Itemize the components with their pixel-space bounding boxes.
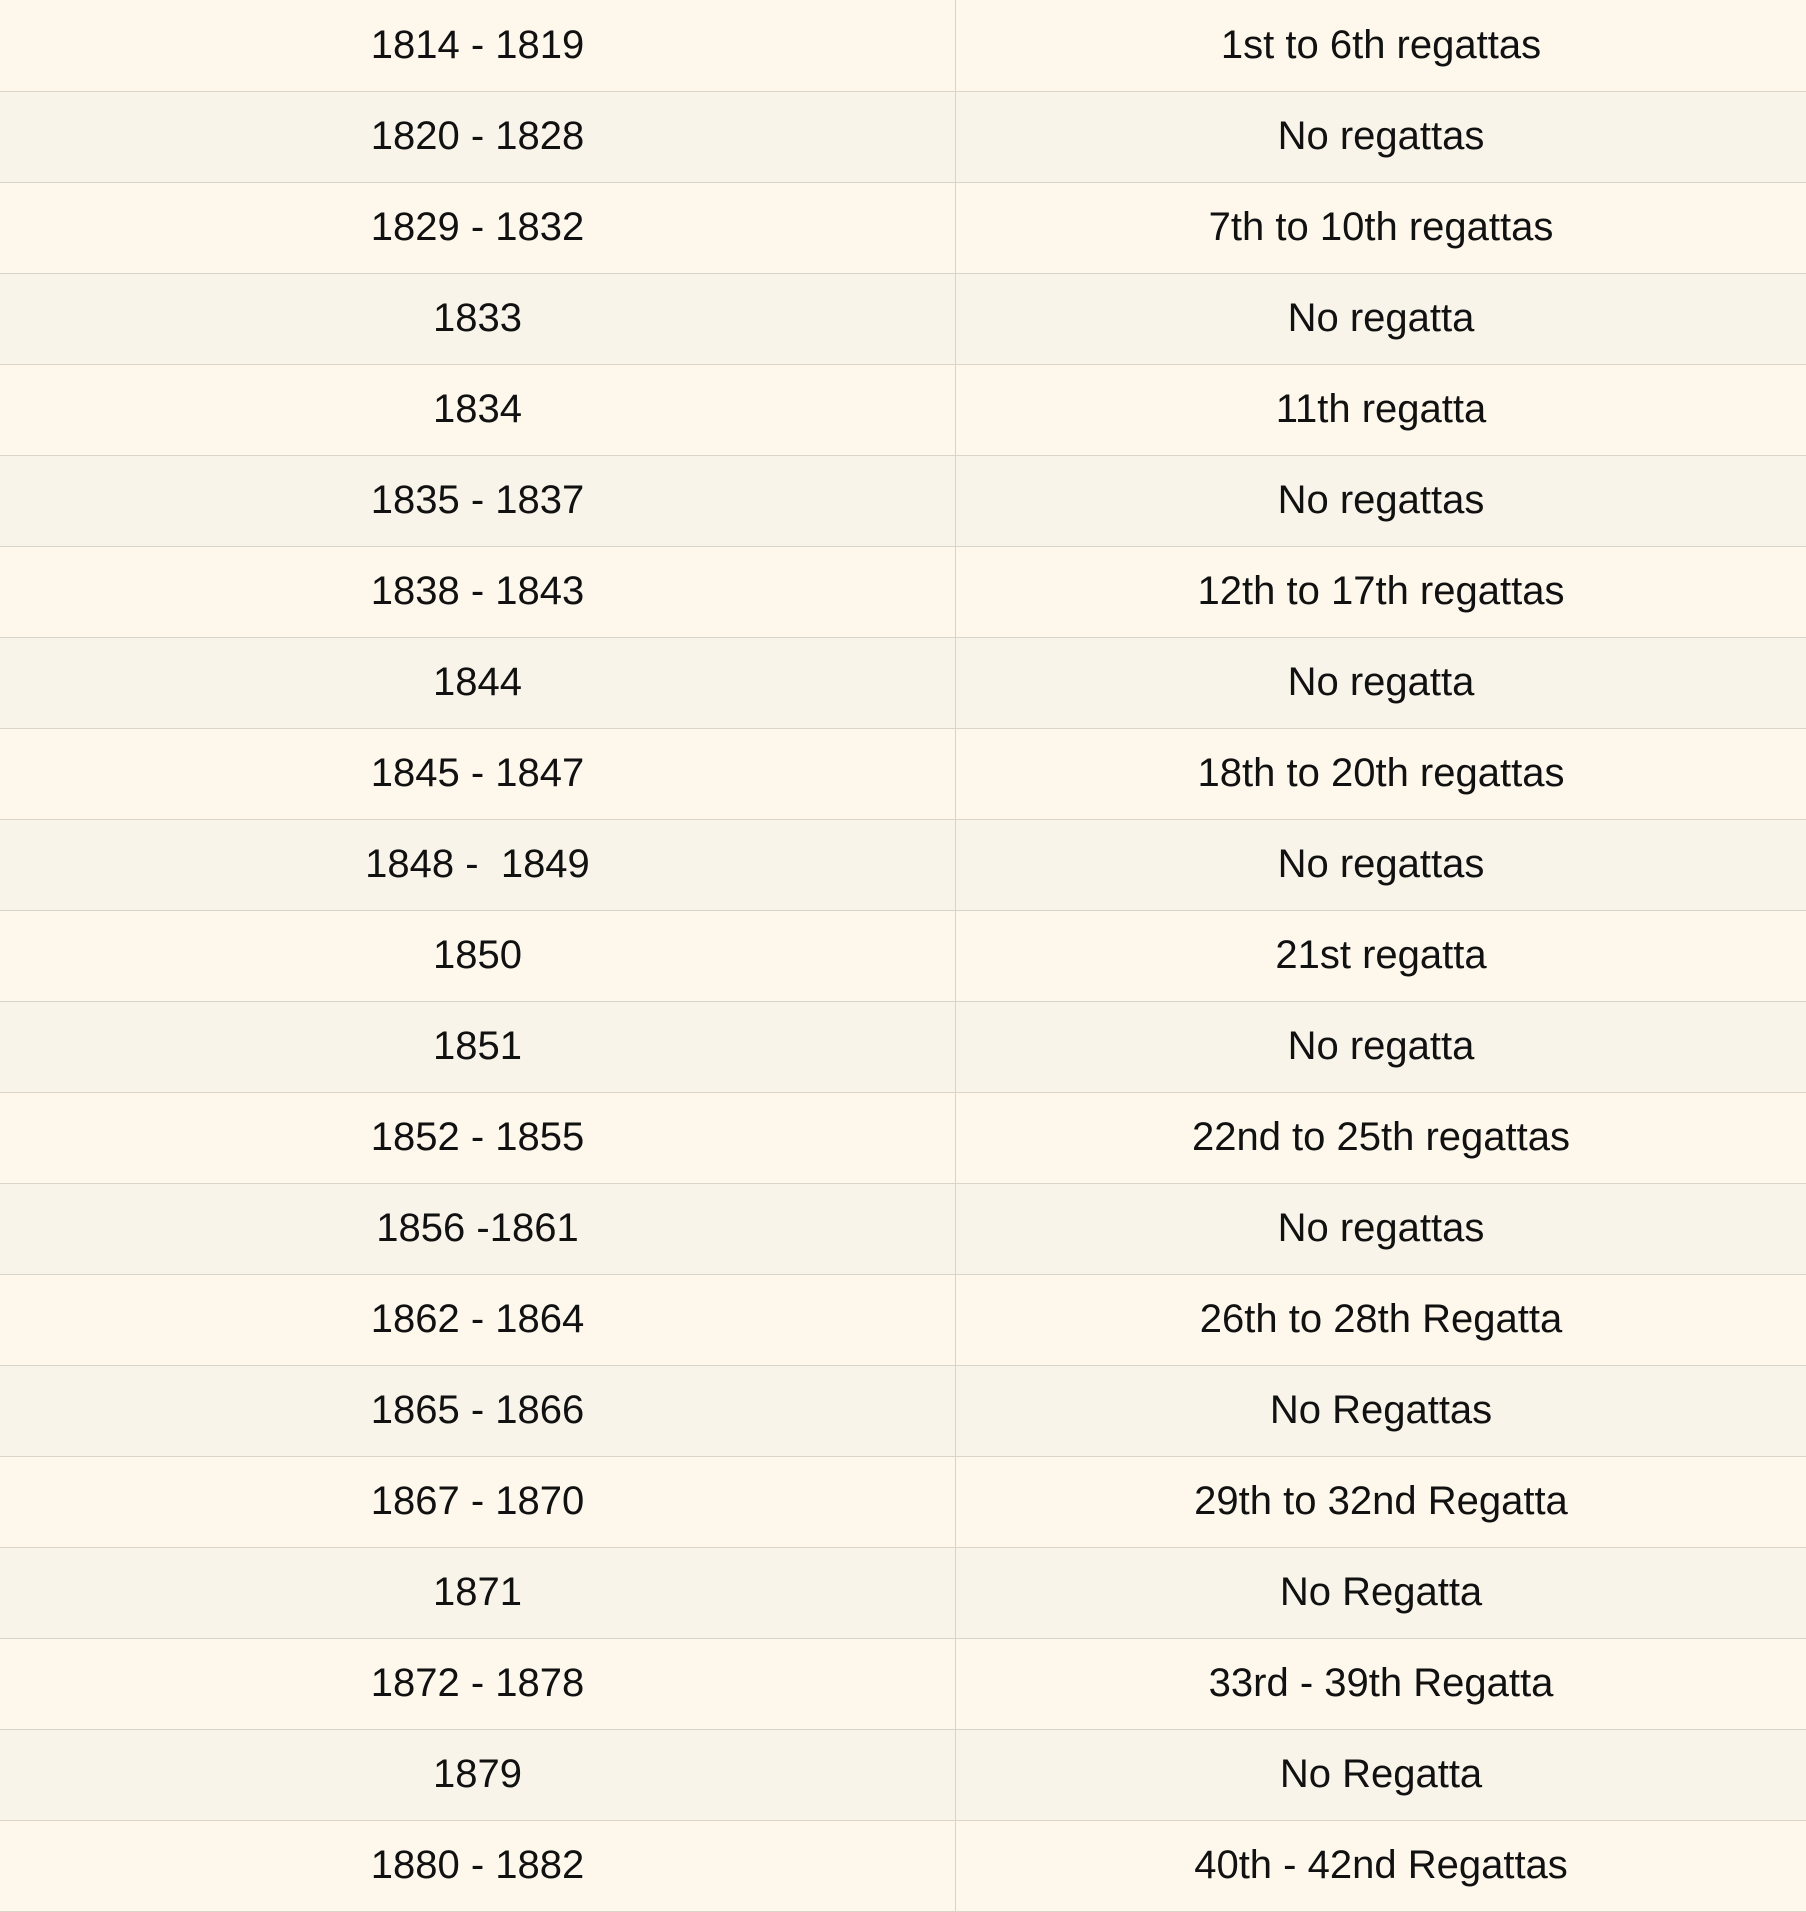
regatta-cell: 12th to 17th regattas (956, 546, 1806, 637)
years-cell: 1844 (0, 637, 956, 728)
years-cell: 1845 - 1847 (0, 728, 956, 819)
years-cell: 1880 - 1882 (0, 1820, 956, 1911)
regatta-cell: No regattas (956, 455, 1806, 546)
regatta-cell: No Regattas (956, 1365, 1806, 1456)
table-row (0, 1274, 1806, 1365)
table-row (0, 1729, 1806, 1820)
regatta-cell: 22nd to 25th regattas (956, 1092, 1806, 1183)
table-row (0, 1456, 1806, 1547)
years-cell: 1871 (0, 1547, 956, 1638)
table-row (0, 273, 1806, 364)
table-row (0, 1001, 1806, 1092)
regatta-cell: No regatta (956, 637, 1806, 728)
years-cell: 1835 - 1837 (0, 455, 956, 546)
years-cell: 1850 (0, 910, 956, 1001)
regatta-cell: 18th to 20th regattas (956, 728, 1806, 819)
regatta-cell: 26th to 28th Regatta (956, 1274, 1806, 1365)
years-cell: 1856 -1861 (0, 1183, 956, 1274)
regatta-cell: No Regatta (956, 1547, 1806, 1638)
table-row (0, 182, 1806, 273)
table-row (0, 637, 1806, 728)
table-row (0, 1365, 1806, 1456)
regatta-cell: 21st regatta (956, 910, 1806, 1001)
table-row (0, 819, 1806, 910)
years-cell: 1879 (0, 1729, 956, 1820)
years-cell: 1838 - 1843 (0, 546, 956, 637)
years-cell: 1848 - 1849 (0, 819, 956, 910)
years-cell: 1862 - 1864 (0, 1274, 956, 1365)
table-row (0, 1638, 1806, 1729)
table-row (0, 1092, 1806, 1183)
table-row (0, 1547, 1806, 1638)
years-cell: 1852 - 1855 (0, 1092, 956, 1183)
years-cell: 1872 - 1878 (0, 1638, 956, 1729)
table-row (0, 455, 1806, 546)
years-cell: 1829 - 1832 (0, 182, 956, 273)
years-cell: 1820 - 1828 (0, 91, 956, 182)
table-row (0, 728, 1806, 819)
regatta-cell: 7th to 10th regattas (956, 182, 1806, 273)
table-row (0, 546, 1806, 637)
regatta-cell: No regattas (956, 91, 1806, 182)
table-row (0, 1183, 1806, 1274)
years-cell: 1851 (0, 1001, 956, 1092)
years-cell: 1867 - 1870 (0, 1456, 956, 1547)
table-row (0, 910, 1806, 1001)
table-row (0, 364, 1806, 455)
regatta-cell: 40th - 42nd Regattas (956, 1820, 1806, 1911)
regatta-cell: 33rd - 39th Regatta (956, 1638, 1806, 1729)
regatta-cell: No regattas (956, 819, 1806, 910)
years-cell: 1833 (0, 273, 956, 364)
years-cell: 1834 (0, 364, 956, 455)
years-cell: 1865 - 1866 (0, 1365, 956, 1456)
regatta-cell: 29th to 32nd Regatta (956, 1456, 1806, 1547)
years-cell: 1814 - 1819 (0, 0, 956, 91)
table-row (0, 1820, 1806, 1911)
table-row (0, 91, 1806, 182)
regatta-cell: No regatta (956, 273, 1806, 364)
regatta-cell: No Regatta (956, 1729, 1806, 1820)
regatta-cell: No regatta (956, 1001, 1806, 1092)
regatta-cell: 11th regatta (956, 364, 1806, 455)
table-row (0, 0, 1806, 91)
regatta-cell: 1st to 6th regattas (956, 0, 1806, 91)
regatta-cell: No regattas (956, 1183, 1806, 1274)
